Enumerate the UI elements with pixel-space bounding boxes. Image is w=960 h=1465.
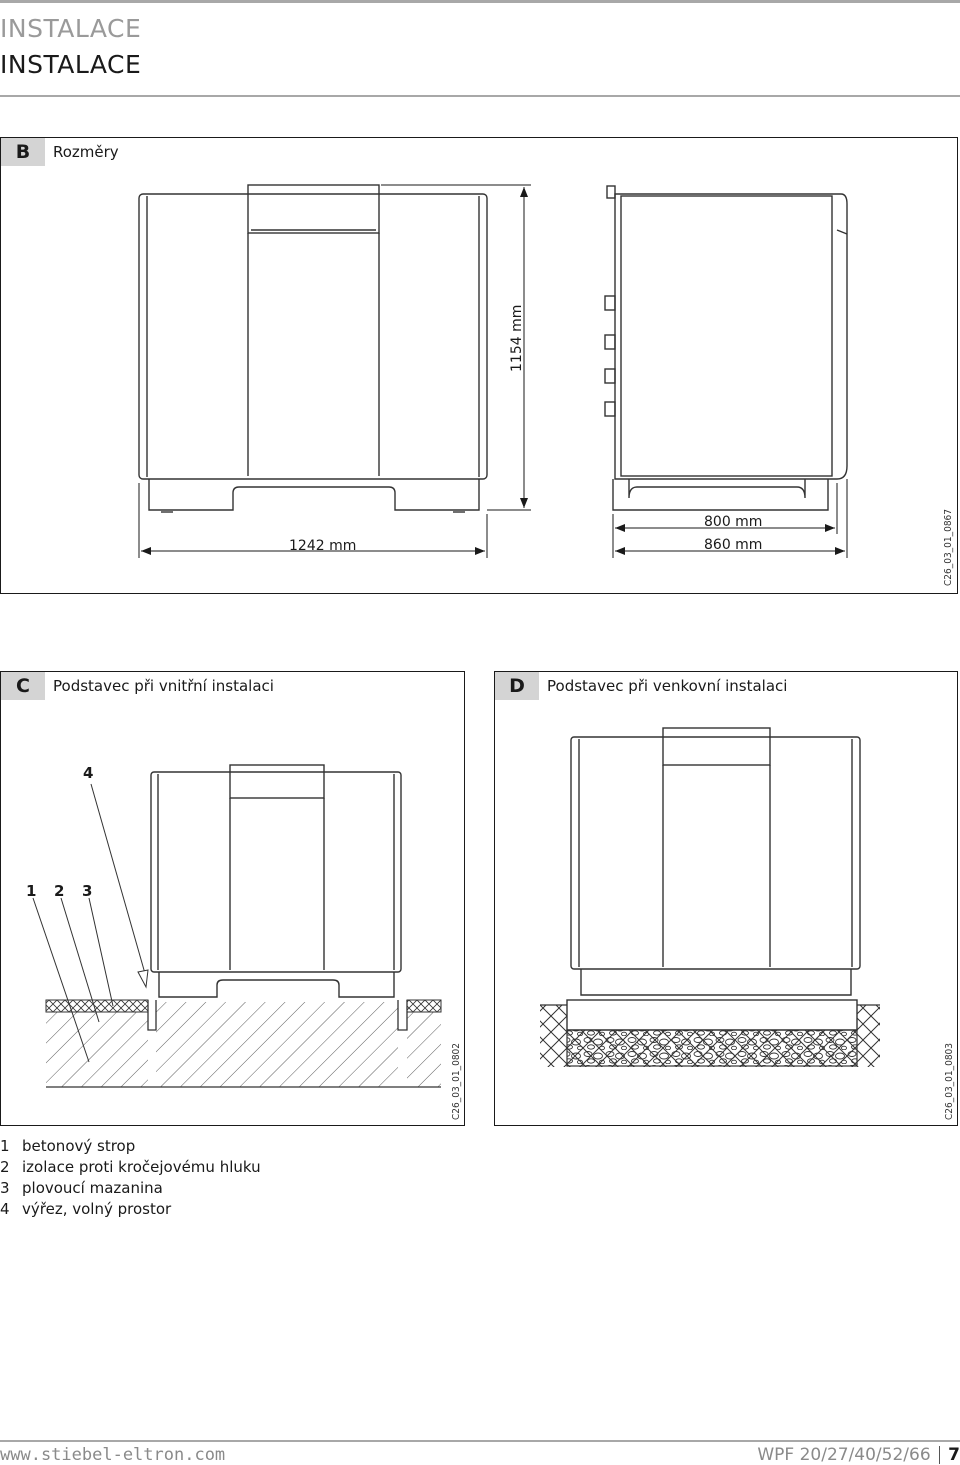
callout-2: 2 — [54, 882, 65, 900]
figure-d-title: Podstavec při venkovní instalaci — [547, 677, 788, 695]
footer-separator — [939, 1446, 941, 1464]
footer-rule — [0, 1440, 960, 1442]
figure-b-title: Rozměry — [53, 143, 119, 161]
footer-doc-number: WPF 20/27/40/52/66 — [757, 1445, 931, 1465]
figure-b-letter: B — [1, 138, 45, 166]
footer-url[interactable]: www.stiebel-eltron.com — [0, 1445, 226, 1465]
legend-item: 2 izolace proti kročejovému hluku — [0, 1158, 261, 1176]
figure-d-frame — [494, 671, 958, 1126]
outdoor-base-drawing — [495, 672, 959, 1127]
callout-4: 4 — [83, 764, 94, 782]
section-heading-gray: INSTALACE — [0, 14, 142, 43]
dimensions-drawing — [1, 138, 959, 595]
figure-b-frame — [0, 137, 958, 594]
footer-doc-info — [757, 1445, 960, 1465]
indoor-base-drawing — [1, 672, 466, 1127]
figure-c-code: C26_03_01_0802 — [451, 1042, 462, 1120]
legend-item: 1 betonový strop — [0, 1137, 136, 1155]
figure-b-code: C26_03_01_0867 — [943, 508, 954, 586]
figure-d-code: C26_03_01_0803 — [944, 1042, 955, 1120]
section-heading: INSTALACE — [0, 50, 142, 79]
top-rule — [0, 0, 960, 3]
legend-item: 3 plovoucí mazanina — [0, 1179, 163, 1197]
legend — [0, 1136, 261, 1220]
figure-c-title: Podstavec při vnitřní instalaci — [53, 677, 274, 695]
figure-c-letter: C — [1, 672, 45, 700]
page-number: 7 — [948, 1445, 960, 1465]
figure-c-frame — [0, 671, 465, 1126]
legend-item: 4 výřez, volný prostor — [0, 1200, 172, 1218]
height-dimension-label: 1154 mm — [509, 304, 525, 372]
header-rule — [0, 95, 960, 97]
callout-3: 3 — [82, 882, 93, 900]
depth-label-860: 860 mm — [704, 537, 763, 553]
figure-d-letter: D — [495, 672, 539, 700]
depth-label-800: 800 mm — [704, 514, 763, 530]
front-width-label: 1242 mm — [289, 538, 357, 554]
callout-1: 1 — [26, 882, 37, 900]
